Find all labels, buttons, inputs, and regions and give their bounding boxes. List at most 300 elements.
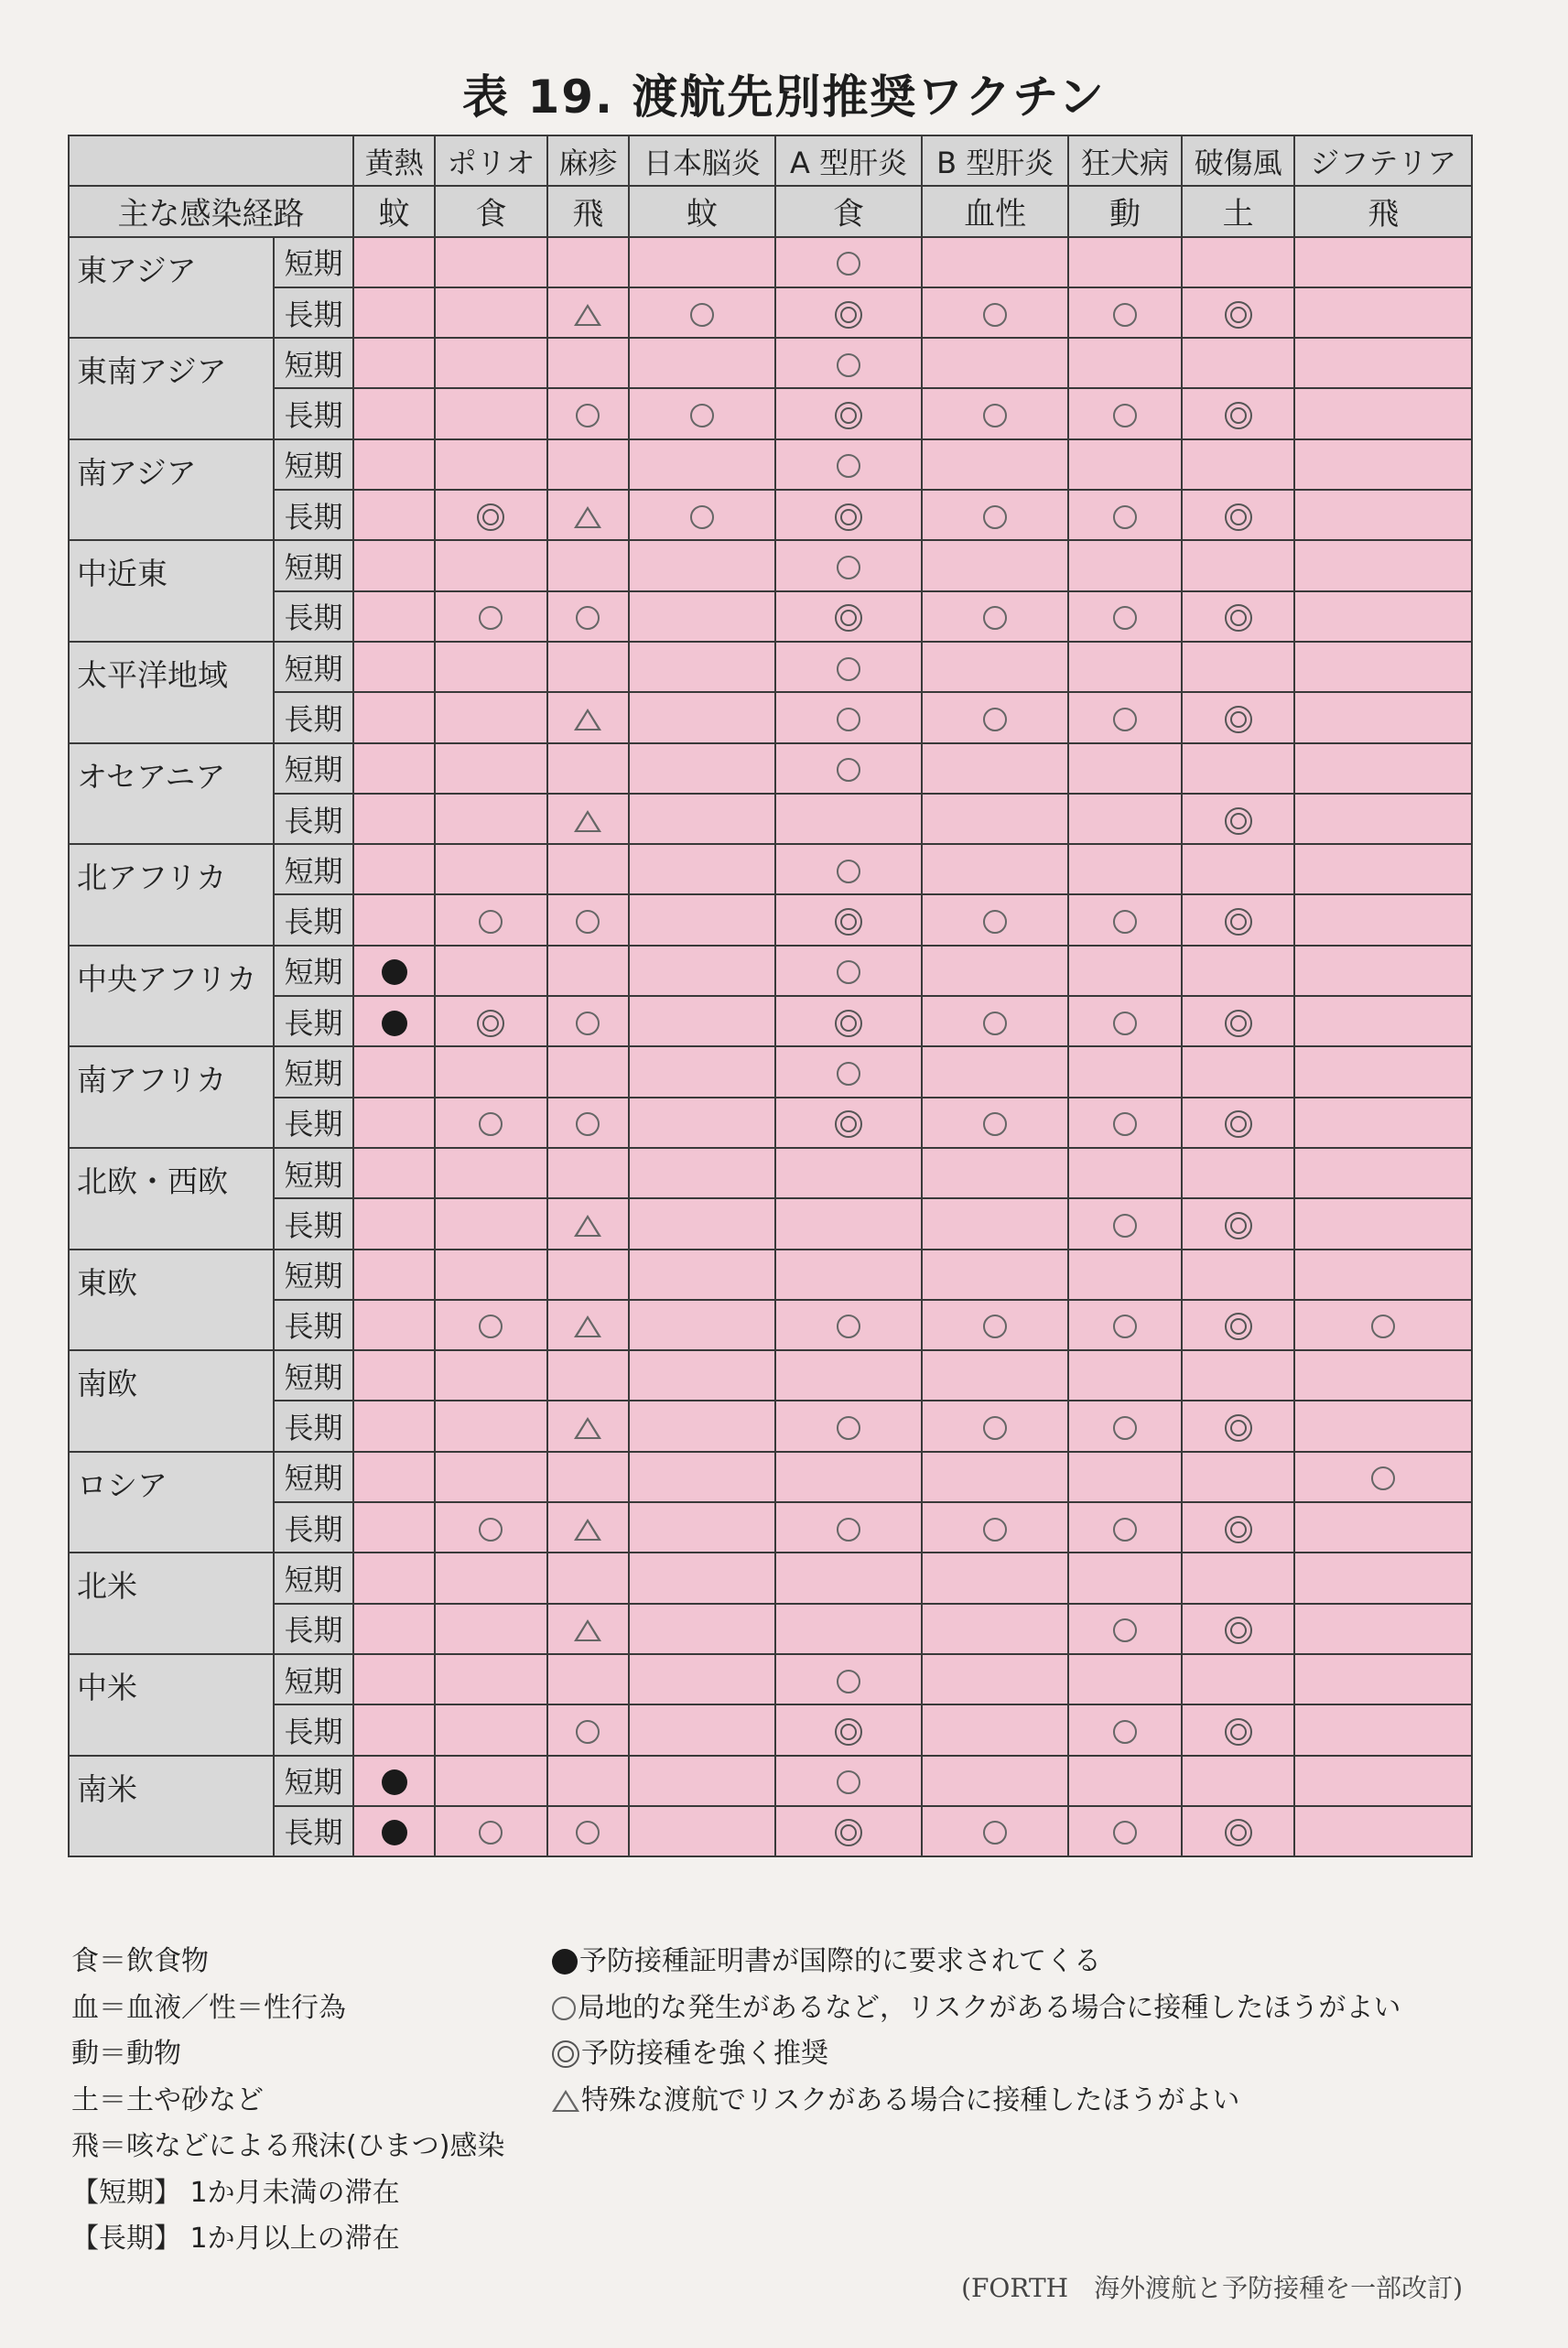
recommendation-cell — [922, 692, 1068, 742]
recommendation-cell — [1182, 388, 1295, 438]
recommendation-cell — [629, 743, 775, 794]
legend-item: 【長期】 1か月以上の滞在 — [71, 2223, 400, 2255]
duration-long: 長期 — [274, 388, 353, 438]
table-row — [69, 1198, 1472, 1249]
duration-long: 長期 — [274, 894, 353, 945]
recommendation-cell — [435, 237, 547, 287]
recommendation-cell — [353, 1704, 435, 1755]
circle-icon — [837, 1770, 860, 1794]
recommendation-cell — [629, 946, 775, 996]
double-circle-icon — [477, 503, 504, 531]
duration-short: 短期 — [274, 743, 353, 794]
route-header: 動 — [1068, 186, 1182, 236]
recommendation-cell — [547, 439, 629, 490]
recommendation-cell — [1182, 743, 1295, 794]
recommendation-cell — [1068, 287, 1182, 338]
recommendation-cell — [629, 591, 775, 642]
recommendation-cell — [1294, 338, 1472, 388]
recommendation-cell — [1182, 1452, 1295, 1502]
recommendation-cell — [1294, 1401, 1472, 1451]
recommendation-cell — [547, 1553, 629, 1603]
recommendation-cell — [547, 490, 629, 540]
recommendation-cell — [629, 642, 775, 692]
filled-circle-icon — [552, 1949, 578, 1975]
route-label: 主な感染経路 — [69, 186, 353, 236]
recommendation-cell — [547, 1604, 629, 1654]
duration-short: 短期 — [274, 642, 353, 692]
route-header: 土 — [1182, 186, 1295, 236]
recommendation-cell — [775, 946, 922, 996]
recommendation-cell — [922, 1654, 1068, 1704]
recommendation-cell — [435, 1502, 547, 1553]
recommendation-cell — [1068, 794, 1182, 844]
recommendation-cell — [629, 894, 775, 945]
circle-icon — [1371, 1466, 1395, 1490]
recommendation-cell — [922, 894, 1068, 945]
recommendation-cell — [1294, 1806, 1472, 1856]
recommendation-cell — [775, 794, 922, 844]
recommendation-cell — [1294, 591, 1472, 642]
recommendation-cell — [922, 1250, 1068, 1300]
table-row — [69, 1806, 1472, 1856]
recommendation-cell — [775, 844, 922, 894]
header-blank — [69, 135, 353, 186]
recommendation-cell — [629, 388, 775, 438]
recommendation-cell — [1068, 1046, 1182, 1097]
triangle-icon — [574, 304, 601, 326]
recommendation-cell — [775, 1198, 922, 1249]
table-row — [69, 1098, 1472, 1148]
recommendation-cell — [435, 1401, 547, 1451]
table-row — [69, 743, 1472, 794]
circle-icon — [983, 606, 1007, 630]
circle-icon — [837, 556, 860, 579]
route-header: 蚊 — [353, 186, 435, 236]
circle-icon — [479, 1315, 503, 1338]
recommendation-cell — [1068, 946, 1182, 996]
recommendation-cell — [353, 1300, 435, 1350]
recommendation-cell — [775, 1401, 922, 1451]
recommendation-cell — [1294, 1604, 1472, 1654]
recommendation-cell — [1182, 287, 1295, 338]
recommendation-cell — [547, 1350, 629, 1401]
recommendation-cell — [1294, 1098, 1472, 1148]
recommendation-cell — [922, 490, 1068, 540]
recommendation-cell — [1182, 1350, 1295, 1401]
double-circle-icon — [835, 402, 862, 429]
recommendation-cell — [922, 996, 1068, 1046]
double-circle-icon — [552, 2040, 579, 2068]
recommendation-cell — [547, 1654, 629, 1704]
recommendation-cell — [629, 1756, 775, 1806]
duration-long: 長期 — [274, 1198, 353, 1249]
triangle-icon — [574, 1417, 601, 1439]
recommendation-cell — [1294, 1350, 1472, 1401]
circle-icon — [1113, 505, 1137, 529]
region-name: 中近東 — [69, 540, 274, 642]
circle-icon — [576, 1720, 600, 1744]
recommendation-cell — [922, 338, 1068, 388]
circle-icon — [837, 1062, 860, 1086]
triangle-icon — [574, 1619, 601, 1641]
double-circle-icon — [1225, 1212, 1252, 1239]
recommendation-cell — [775, 1098, 922, 1148]
recommendation-cell — [353, 1098, 435, 1148]
circle-icon — [1113, 1315, 1137, 1338]
recommendation-cell — [1182, 946, 1295, 996]
recommendation-cell — [547, 1046, 629, 1097]
recommendation-cell — [1182, 490, 1295, 540]
recommendation-cell — [629, 338, 775, 388]
recommendation-cell — [435, 1198, 547, 1249]
circle-icon — [1113, 910, 1137, 934]
recommendation-cell — [353, 439, 435, 490]
double-circle-icon — [1225, 807, 1252, 835]
recommendation-cell — [629, 692, 775, 742]
recommendation-cell — [435, 1300, 547, 1350]
circle-icon — [576, 404, 600, 427]
recommendation-cell — [435, 1046, 547, 1097]
duration-short: 短期 — [274, 1756, 353, 1806]
double-circle-icon — [1225, 1516, 1252, 1543]
duration-short: 短期 — [274, 1654, 353, 1704]
recommendation-cell — [1182, 1654, 1295, 1704]
table-row — [69, 287, 1472, 338]
recommendation-cell — [922, 1401, 1068, 1451]
recommendation-cell — [1068, 1452, 1182, 1502]
recommendation-cell — [353, 1654, 435, 1704]
recommendation-cell — [1068, 894, 1182, 945]
recommendation-cell — [775, 1604, 922, 1654]
recommendation-cell — [1294, 996, 1472, 1046]
recommendation-cell — [775, 1046, 922, 1097]
circle-icon — [479, 1821, 503, 1845]
region-name: ロシア — [69, 1452, 274, 1553]
legend-item: 飛＝咳などによる飛沫(ひまつ)感染 — [71, 2130, 505, 2162]
circle-icon — [1113, 1012, 1137, 1035]
legend-item: 血＝血液／性＝性行為 — [71, 1991, 346, 2024]
recommendation-cell — [1182, 844, 1295, 894]
recommendation-cell — [353, 388, 435, 438]
recommendation-cell — [435, 388, 547, 438]
region-name: 東欧 — [69, 1250, 274, 1351]
recommendation-cell — [1294, 1704, 1472, 1755]
duration-short: 短期 — [274, 439, 353, 490]
double-circle-icon — [1225, 908, 1252, 936]
double-circle-icon — [1225, 604, 1252, 632]
recommendation-cell — [1182, 1046, 1295, 1097]
double-circle-icon — [477, 1010, 504, 1037]
recommendation-cell — [1182, 1401, 1295, 1451]
double-circle-icon — [835, 1010, 862, 1037]
circle-icon — [983, 1518, 1007, 1542]
table-row — [69, 946, 1472, 996]
recommendation-cell — [775, 287, 922, 338]
route-header: 食 — [775, 186, 922, 236]
recommendation-cell — [775, 692, 922, 742]
recommendation-cell — [435, 642, 547, 692]
recommendation-cell — [435, 844, 547, 894]
recommendation-cell — [1068, 1401, 1182, 1451]
double-circle-icon — [835, 1718, 862, 1746]
circle-icon — [1371, 1315, 1395, 1338]
duration-short: 短期 — [274, 237, 353, 287]
recommendation-cell — [1294, 388, 1472, 438]
recommendation-cell — [922, 540, 1068, 590]
recommendation-cell — [775, 1502, 922, 1553]
duration-short: 短期 — [274, 1553, 353, 1603]
recommendation-cell — [1294, 1553, 1472, 1603]
table-row — [69, 1502, 1472, 1553]
legend-abbreviations — [71, 1939, 504, 2263]
filled-circle-icon — [382, 959, 407, 985]
route-header: 飛 — [547, 186, 629, 236]
legend-item: 【短期】 1か月未満の滞在 — [71, 2176, 400, 2209]
recommendation-cell — [629, 1452, 775, 1502]
recommendation-cell — [775, 996, 922, 1046]
double-circle-icon — [835, 301, 862, 329]
region-name: 中米 — [69, 1654, 274, 1756]
table-row — [69, 1350, 1472, 1401]
table-row — [69, 439, 1472, 490]
recommendation-cell — [547, 1401, 629, 1451]
recommendation-cell — [1182, 1148, 1295, 1198]
recommendation-cell — [1182, 591, 1295, 642]
recommendation-cell — [435, 540, 547, 590]
duration-long: 長期 — [274, 490, 353, 540]
recommendation-cell — [353, 490, 435, 540]
table-row — [69, 591, 1472, 642]
recommendation-cell — [629, 490, 775, 540]
vaccine-header: 麻疹 — [547, 135, 629, 186]
legend-text: 予防接種証明書が国際的に要求されてくる — [579, 1945, 1101, 1977]
circle-icon — [837, 1670, 860, 1693]
recommendation-cell — [922, 743, 1068, 794]
recommendation-cell — [1182, 894, 1295, 945]
recommendation-cell — [1068, 591, 1182, 642]
table-body — [69, 237, 1472, 1857]
recommendation-cell — [629, 540, 775, 590]
recommendation-cell — [547, 1806, 629, 1856]
route-header: 蚊 — [629, 186, 775, 236]
recommendation-cell — [435, 743, 547, 794]
recommendation-cell — [435, 1604, 547, 1654]
table-row — [69, 1452, 1472, 1502]
recommendation-cell — [547, 844, 629, 894]
duration-long: 長期 — [274, 591, 353, 642]
duration-short: 短期 — [274, 338, 353, 388]
recommendation-cell — [547, 996, 629, 1046]
recommendation-cell — [435, 1654, 547, 1704]
double-circle-icon — [1225, 1414, 1252, 1442]
recommendation-cell — [1068, 1806, 1182, 1856]
circle-icon — [479, 606, 503, 630]
recommendation-cell — [1068, 338, 1182, 388]
recommendation-cell — [547, 1250, 629, 1300]
duration-long: 長期 — [274, 996, 353, 1046]
circle-icon — [1113, 1618, 1137, 1642]
double-circle-icon — [1225, 1617, 1252, 1644]
duration-long: 長期 — [274, 287, 353, 338]
circle-icon — [479, 910, 503, 934]
recommendation-cell — [435, 946, 547, 996]
recommendation-cell — [1294, 287, 1472, 338]
circle-icon — [983, 404, 1007, 427]
recommendation-cell — [1068, 1098, 1182, 1148]
recommendation-cell — [1294, 1046, 1472, 1097]
recommendation-cell — [922, 642, 1068, 692]
legend-item — [552, 1986, 1400, 2032]
route-header: 飛 — [1294, 186, 1472, 236]
recommendation-cell — [629, 996, 775, 1046]
recommendation-cell — [435, 1704, 547, 1755]
circle-icon — [1113, 1720, 1137, 1744]
recommendation-cell — [922, 1756, 1068, 1806]
double-circle-icon — [1225, 1819, 1252, 1846]
recommendation-cell — [1068, 540, 1182, 590]
vaccine-header: 破傷風 — [1182, 135, 1295, 186]
duration-long: 長期 — [274, 794, 353, 844]
recommendation-cell — [922, 1046, 1068, 1097]
recommendation-cell — [353, 1553, 435, 1603]
triangle-icon — [574, 1315, 601, 1337]
source-note: (FORTH 海外渡航と予防接種を一部改訂) — [961, 2273, 1463, 2303]
legend-text: 予防接種を強く推奨 — [581, 2038, 828, 2070]
vaccine-table — [68, 135, 1473, 1857]
recommendation-cell — [1294, 1756, 1472, 1806]
legend-item: 動＝動物 — [71, 2038, 181, 2070]
recommendation-cell — [547, 1704, 629, 1755]
table-row — [69, 1654, 1472, 1704]
recommendation-cell — [922, 1300, 1068, 1350]
recommendation-cell — [629, 1654, 775, 1704]
route-header: 食 — [435, 186, 547, 236]
recommendation-cell — [922, 794, 1068, 844]
duration-short: 短期 — [274, 1250, 353, 1300]
circle-icon — [576, 1012, 600, 1035]
recommendation-cell — [629, 1604, 775, 1654]
vaccine-header: 狂犬病 — [1068, 135, 1182, 186]
recommendation-cell — [547, 338, 629, 388]
double-circle-icon — [1225, 301, 1252, 329]
legend-item — [552, 2031, 1400, 2078]
recommendation-cell — [1068, 692, 1182, 742]
duration-long: 長期 — [274, 1098, 353, 1148]
recommendation-cell — [353, 1350, 435, 1401]
double-circle-icon — [835, 1110, 862, 1138]
triangle-icon — [574, 506, 601, 528]
filled-circle-icon — [382, 1011, 407, 1036]
recommendation-cell — [1068, 1756, 1182, 1806]
circle-icon — [1113, 1518, 1137, 1542]
legend-text: 局地的な発生があるなど，リスクがある場合に接種したほうがよい — [578, 1991, 1401, 2024]
vaccine-header: B 型肝炎 — [922, 135, 1068, 186]
recommendation-cell — [435, 692, 547, 742]
recommendation-cell — [629, 237, 775, 287]
duration-short: 短期 — [274, 844, 353, 894]
recommendation-cell — [547, 1198, 629, 1249]
recommendation-cell — [922, 1148, 1068, 1198]
recommendation-cell — [922, 591, 1068, 642]
circle-icon — [1113, 1112, 1137, 1136]
circle-icon — [552, 1996, 576, 2020]
recommendation-cell — [547, 692, 629, 742]
circle-icon — [576, 910, 600, 934]
recommendation-cell — [353, 338, 435, 388]
recommendation-cell — [922, 1704, 1068, 1755]
region-name: 東アジア — [69, 237, 274, 339]
region-name: 南米 — [69, 1756, 274, 1857]
recommendation-cell — [1182, 1806, 1295, 1856]
recommendation-cell — [629, 1350, 775, 1401]
recommendation-cell — [353, 1502, 435, 1553]
recommendation-cell — [547, 1756, 629, 1806]
table-row — [69, 1401, 1472, 1451]
recommendation-cell — [922, 1098, 1068, 1148]
recommendation-cell — [922, 439, 1068, 490]
circle-icon — [1113, 606, 1137, 630]
recommendation-cell — [775, 1148, 922, 1198]
triangle-icon — [574, 1519, 601, 1541]
recommendation-cell — [435, 794, 547, 844]
recommendation-cell — [1068, 1148, 1182, 1198]
double-circle-icon — [1225, 1010, 1252, 1037]
circle-icon — [983, 1012, 1007, 1035]
filled-circle-icon — [382, 1769, 407, 1795]
recommendation-cell — [353, 1756, 435, 1806]
recommendation-cell — [1068, 1502, 1182, 1553]
table-row — [69, 1756, 1472, 1806]
recommendation-cell — [353, 996, 435, 1046]
table-row — [69, 237, 1472, 287]
circle-icon — [837, 1416, 860, 1440]
circle-icon — [1113, 1821, 1137, 1845]
recommendation-cell — [922, 1806, 1068, 1856]
recommendation-cell — [353, 237, 435, 287]
recommendation-cell — [629, 1250, 775, 1300]
recommendation-cell — [922, 1350, 1068, 1401]
recommendation-cell — [1294, 894, 1472, 945]
table-row — [69, 692, 1472, 742]
recommendation-cell — [547, 540, 629, 590]
recommendation-cell — [629, 794, 775, 844]
recommendation-cell — [547, 1502, 629, 1553]
recommendation-cell — [1068, 237, 1182, 287]
recommendation-cell — [1182, 642, 1295, 692]
recommendation-cell — [775, 1250, 922, 1300]
recommendation-cell — [922, 237, 1068, 287]
duration-long: 長期 — [274, 1300, 353, 1350]
recommendation-cell — [547, 894, 629, 945]
circle-icon — [983, 708, 1007, 731]
recommendation-cell — [922, 946, 1068, 996]
recommendation-cell — [629, 1502, 775, 1553]
recommendation-cell — [1068, 642, 1182, 692]
duration-long: 長期 — [274, 1502, 353, 1553]
recommendation-cell — [1294, 946, 1472, 996]
recommendation-cell — [629, 287, 775, 338]
recommendation-cell — [1182, 1704, 1295, 1755]
recommendation-cell — [353, 1806, 435, 1856]
recommendation-cell — [922, 287, 1068, 338]
recommendation-cell — [353, 946, 435, 996]
recommendation-cell — [1182, 1250, 1295, 1300]
recommendation-cell — [435, 1250, 547, 1300]
recommendation-cell — [547, 642, 629, 692]
recommendation-cell — [922, 1553, 1068, 1603]
legend-item — [552, 2078, 1400, 2125]
recommendation-cell — [629, 844, 775, 894]
